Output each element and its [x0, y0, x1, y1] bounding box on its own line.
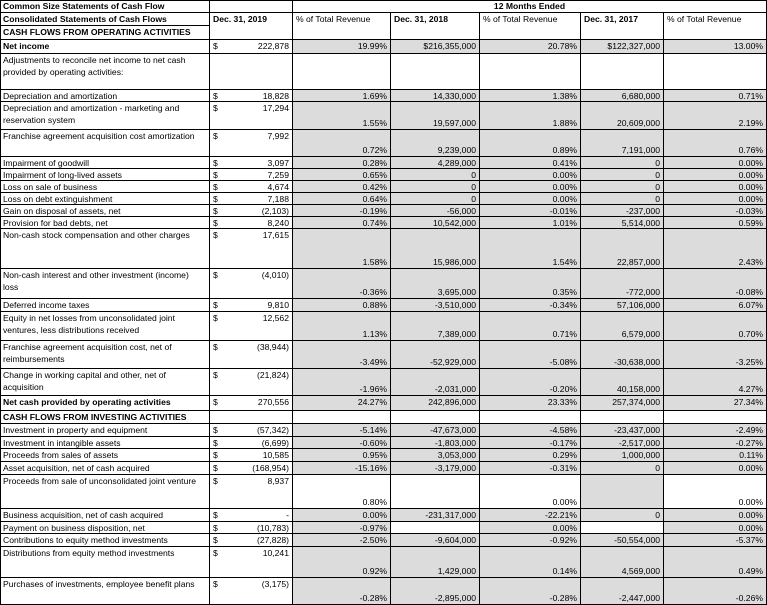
- pct-2018: -0.92%: [480, 534, 581, 547]
- value-2019: (57,342): [256, 425, 289, 435]
- value-2017: 0: [581, 193, 664, 205]
- pct-2019: 0.65%: [293, 169, 391, 181]
- row-label: Change in working capital and other, net of acquisition: [0, 369, 210, 396]
- pct-2017: 0.76%: [664, 130, 767, 157]
- value-2017: 7,191,000: [581, 130, 664, 157]
- value-2019: (168,954): [252, 463, 289, 473]
- pct-2019: 0.42%: [293, 181, 391, 193]
- col-header-pct-2017: % of Total Revenue: [664, 13, 767, 40]
- value-2019-cell: [210, 312, 293, 341]
- pct-2018: 0.00%: [480, 475, 581, 509]
- value-2019: (3,175): [261, 579, 289, 589]
- pct-2018: 23.33%: [480, 396, 581, 411]
- dollar-sign: $: [213, 170, 218, 180]
- value-2019-cell: [210, 547, 293, 578]
- value-2019: 17,294: [262, 103, 289, 113]
- row-label: Business acquisition, net of cash acquired: [0, 509, 210, 522]
- pct-2017: 0.49%: [664, 547, 767, 578]
- value-2018: -47,673,000: [391, 424, 480, 437]
- value-2018: 3,053,000: [391, 449, 480, 462]
- value-2017: 257,374,000: [581, 396, 664, 411]
- value-2018: 0: [391, 181, 480, 193]
- value-2019-cell: [210, 102, 293, 130]
- value-2018: -2,895,000: [391, 578, 480, 605]
- value-2019: 270,556: [257, 397, 289, 407]
- pct-2017: -5.37%: [664, 534, 767, 547]
- pct-2017: 2.19%: [664, 102, 767, 130]
- value-2019: (4,010): [261, 270, 289, 280]
- value-2017: 40,158,000: [581, 369, 664, 396]
- dollar-sign: $: [213, 450, 218, 460]
- row-label: Impairment of long-lived assets: [0, 169, 210, 181]
- dollar-sign: $: [213, 535, 218, 545]
- dollar-sign: $: [213, 438, 218, 448]
- value-2017: -30,638,000: [581, 341, 664, 369]
- value-2018: -52,929,000: [391, 341, 480, 369]
- pct-2017: 0.70%: [664, 312, 767, 341]
- section-operating-header: CASH FLOWS FROM OPERATING ACTIVITIES: [0, 26, 210, 40]
- value-2019-cell: [210, 449, 293, 462]
- value-2019-cell: [210, 181, 293, 193]
- pct-2018: 1.54%: [480, 229, 581, 269]
- pct-2019: -0.36%: [293, 269, 391, 299]
- value-2018: 242,896,000: [391, 396, 480, 411]
- dollar-sign: $: [213, 131, 218, 141]
- row-label: Proceeds from sale of unconsolidated joint venture: [0, 475, 210, 509]
- value-2017: 1,000,000: [581, 449, 664, 462]
- pct-2018: 0.00%: [480, 522, 581, 534]
- value-2019: 3,097: [267, 158, 289, 168]
- value-2018: 0: [391, 169, 480, 181]
- value-2018: 15,986,000: [391, 229, 480, 269]
- dollar-sign: $: [213, 397, 218, 407]
- header-blank: [210, 0, 293, 13]
- title-line-1: Common Size Statements of Cash Flow: [0, 0, 210, 13]
- row-label: Deferred income taxes: [0, 299, 210, 312]
- pct-2019: [293, 411, 391, 424]
- pct-2019: -0.28%: [293, 578, 391, 605]
- row-label: Distributions from equity method investments: [0, 547, 210, 578]
- row-label: Franchise agreement acquisition cost amortization: [0, 130, 210, 157]
- value-2018: [391, 475, 480, 509]
- pct-2017: [664, 54, 767, 90]
- pct-2018: 0.89%: [480, 130, 581, 157]
- value-2019: 7,259: [267, 170, 289, 180]
- value-2019-cell: [210, 217, 293, 229]
- pct-2017: 4.27%: [664, 369, 767, 396]
- period-header: 12 Months Ended: [293, 0, 767, 13]
- pct-2019: 1.69%: [293, 90, 391, 102]
- pct-2018: 20.78%: [480, 40, 581, 54]
- pct-2017: -3.25%: [664, 341, 767, 369]
- value-2017: 0: [581, 157, 664, 169]
- value-2018: 4,289,000: [391, 157, 480, 169]
- row-label: Investment in property and equipment: [0, 424, 210, 437]
- value-2019-cell: [210, 341, 293, 369]
- pct-2019: -2.50%: [293, 534, 391, 547]
- value-2018: -231,317,000: [391, 509, 480, 522]
- pct-2018: -5.08%: [480, 341, 581, 369]
- value-2019: 8,937: [267, 476, 289, 486]
- dollar-sign: $: [213, 206, 218, 216]
- value-2017: -772,000: [581, 269, 664, 299]
- pct-2017: -0.27%: [664, 437, 767, 449]
- row-label: Impairment of goodwill: [0, 157, 210, 169]
- row-label: Loss on sale of business: [0, 181, 210, 193]
- row-label: Franchise agreement acquisition cost, net of reimbursements: [0, 341, 210, 369]
- value-2019-cell: [210, 396, 293, 411]
- pct-2019: 0.74%: [293, 217, 391, 229]
- dollar-sign: $: [213, 300, 218, 310]
- dollar-sign: $: [213, 370, 218, 380]
- value-2019: 222,878: [257, 41, 289, 51]
- value-2019-cell: [210, 157, 293, 169]
- pct-2017: 2.43%: [664, 229, 767, 269]
- pct-2019: 0.72%: [293, 130, 391, 157]
- pct-2017: -0.26%: [664, 578, 767, 605]
- value-2019-cell: [210, 299, 293, 312]
- col-header-pct-2018: % of Total Revenue: [480, 13, 581, 40]
- pct-2019: -1.96%: [293, 369, 391, 396]
- pct-2018: -0.31%: [480, 462, 581, 475]
- pct-2018: 0.71%: [480, 312, 581, 341]
- value-2017: 0: [581, 169, 664, 181]
- pct-2018: -0.28%: [480, 578, 581, 605]
- value-2018: -9,604,000: [391, 534, 480, 547]
- row-label: Depreciation and amortization - marketing and reservation system: [0, 102, 210, 130]
- dollar-sign: $: [213, 579, 218, 589]
- pct-2019: 24.27%: [293, 396, 391, 411]
- value-2017: 4,569,000: [581, 547, 664, 578]
- value-2018: -2,031,000: [391, 369, 480, 396]
- value-2017: 22,857,000: [581, 229, 664, 269]
- value-2018: [391, 411, 480, 424]
- pct-2018: -0.17%: [480, 437, 581, 449]
- value-2018: [391, 54, 480, 90]
- pct-2018: 0.35%: [480, 269, 581, 299]
- row-label: Adjustments to reconcile net income to net cash provided by operating activities:: [0, 54, 210, 90]
- value-2019: (10,783): [256, 523, 289, 533]
- value-2019: 10,241: [262, 548, 289, 558]
- pct-2019: -3.49%: [293, 341, 391, 369]
- pct-2018: 1.01%: [480, 217, 581, 229]
- dollar-sign: $: [213, 194, 218, 204]
- dollar-sign: $: [213, 510, 218, 520]
- pct-2019: [293, 54, 391, 90]
- value-2018: -3,179,000: [391, 462, 480, 475]
- value-2018: -56,000: [391, 205, 480, 217]
- value-2019: 7,188: [267, 194, 289, 204]
- col-header-pct-2019: % of Total Revenue: [293, 13, 391, 40]
- value-2019: (6,699): [261, 438, 289, 448]
- value-2019: (38,944): [256, 342, 289, 352]
- value-2017: [581, 54, 664, 90]
- dollar-sign: $: [213, 41, 218, 51]
- value-2019-cell: [210, 369, 293, 396]
- dollar-sign: $: [213, 476, 218, 486]
- value-2017: 20,609,000: [581, 102, 664, 130]
- value-2019-cell: [210, 534, 293, 547]
- pct-2019: -15.16%: [293, 462, 391, 475]
- row-label: Non-cash stock compensation and other charges: [0, 229, 210, 269]
- pct-2017: 0.00%: [664, 522, 767, 534]
- pct-2017: 0.00%: [664, 193, 767, 205]
- row-label: Loss on debt extinguishment: [0, 193, 210, 205]
- row-label: Payment on business disposition, net: [0, 522, 210, 534]
- pct-2019: 0.92%: [293, 547, 391, 578]
- row-label: Purchases of investments, employee benefit plans: [0, 578, 210, 605]
- value-2018: 9,239,000: [391, 130, 480, 157]
- pct-2017: 0.00%: [664, 181, 767, 193]
- dollar-sign: $: [213, 463, 218, 473]
- value-2018: 7,389,000: [391, 312, 480, 341]
- pct-2019: -0.60%: [293, 437, 391, 449]
- dollar-sign: $: [213, 548, 218, 558]
- pct-2018: 0.00%: [480, 193, 581, 205]
- value-2019: (27,828): [256, 535, 289, 545]
- value-2018: 19,597,000: [391, 102, 480, 130]
- value-2017: 5,514,000: [581, 217, 664, 229]
- pct-2018: 1.38%: [480, 90, 581, 102]
- pct-2019: 0.80%: [293, 475, 391, 509]
- value-2018: 1,429,000: [391, 547, 480, 578]
- value-2019: 10,585: [262, 450, 289, 460]
- value-2018: -1,803,000: [391, 437, 480, 449]
- value-2017: [581, 475, 664, 509]
- value-2019: 12,562: [262, 313, 289, 323]
- pct-2019: -0.97%: [293, 522, 391, 534]
- row-label: Non-cash interest and other investment (income) loss: [0, 269, 210, 299]
- value-2018: -3,510,000: [391, 299, 480, 312]
- value-2017: 57,106,000: [581, 299, 664, 312]
- value-2019-cell: [210, 193, 293, 205]
- row-label: Equity in net losses from unconsolidated joint ventures, less distributions received: [0, 312, 210, 341]
- value-2019-cell: [210, 54, 293, 90]
- value-2019-cell: [210, 475, 293, 509]
- pct-2017: 0.11%: [664, 449, 767, 462]
- pct-2018: 0.29%: [480, 449, 581, 462]
- pct-2017: 13.00%: [664, 40, 767, 54]
- pct-2019: 1.58%: [293, 229, 391, 269]
- value-2017: 0: [581, 462, 664, 475]
- value-2017: -237,000: [581, 205, 664, 217]
- row-label: Net income: [0, 40, 210, 54]
- pct-2019: 0.88%: [293, 299, 391, 312]
- value-2017: $122,327,000: [581, 40, 664, 54]
- value-2019: 18,828: [262, 91, 289, 101]
- pct-2018: 0.41%: [480, 157, 581, 169]
- value-2019-cell: [210, 509, 293, 522]
- dollar-sign: $: [213, 270, 218, 280]
- pct-2019: -0.19%: [293, 205, 391, 217]
- pct-2017: 0.00%: [664, 509, 767, 522]
- row-label: Contributions to equity method investments: [0, 534, 210, 547]
- pct-2019: 0.00%: [293, 509, 391, 522]
- pct-2019: 1.13%: [293, 312, 391, 341]
- pct-2018: -0.34%: [480, 299, 581, 312]
- dollar-sign: $: [213, 523, 218, 533]
- value-2017: -2,517,000: [581, 437, 664, 449]
- row-label: Investment in intangible assets: [0, 437, 210, 449]
- value-2017: [581, 411, 664, 424]
- pct-2017: 0.00%: [664, 475, 767, 509]
- pct-2019: 0.95%: [293, 449, 391, 462]
- pct-2018: 0.00%: [480, 169, 581, 181]
- pct-2017: -0.08%: [664, 269, 767, 299]
- row-label: CASH FLOWS FROM INVESTING ACTIVITIES: [0, 411, 210, 424]
- pct-2018: 0.14%: [480, 547, 581, 578]
- value-2017: -50,554,000: [581, 534, 664, 547]
- pct-2017: 0.71%: [664, 90, 767, 102]
- dollar-sign: $: [213, 91, 218, 101]
- value-2019-cell: [210, 229, 293, 269]
- value-2019: (21,824): [256, 370, 289, 380]
- pct-2018: [480, 54, 581, 90]
- pct-2018: -22.21%: [480, 509, 581, 522]
- pct-2017: 0.00%: [664, 462, 767, 475]
- row-label: Proceeds from sales of assets: [0, 449, 210, 462]
- pct-2019: 19.99%: [293, 40, 391, 54]
- row-label: Gain on disposal of assets, net: [0, 205, 210, 217]
- value-2019-cell: [210, 522, 293, 534]
- value-2017: 0: [581, 181, 664, 193]
- pct-2019: 1.55%: [293, 102, 391, 130]
- pct-2018: 1.88%: [480, 102, 581, 130]
- pct-2019: 0.64%: [293, 193, 391, 205]
- value-2017: -23,437,000: [581, 424, 664, 437]
- value-2018: $216,355,000: [391, 40, 480, 54]
- value-2018: 14,330,000: [391, 90, 480, 102]
- value-2019-cell: [210, 269, 293, 299]
- value-2018: 3,695,000: [391, 269, 480, 299]
- pct-2017: 27.34%: [664, 396, 767, 411]
- pct-2018: -0.01%: [480, 205, 581, 217]
- value-2019-cell: [210, 411, 293, 424]
- col-header-2017: Dec. 31, 2017: [581, 13, 664, 40]
- col-header-2019: Dec. 31, 2019: [210, 13, 293, 40]
- value-2017: 6,680,000: [581, 90, 664, 102]
- value-2019-cell: [210, 424, 293, 437]
- pct-2017: [664, 411, 767, 424]
- dollar-sign: $: [213, 218, 218, 228]
- dollar-sign: $: [213, 158, 218, 168]
- value-2019-cell: [210, 40, 293, 54]
- row-label: Net cash provided by operating activities: [0, 396, 210, 411]
- row-label: Depreciation and amortization: [0, 90, 210, 102]
- value-2019: 4,674: [267, 182, 289, 192]
- pct-2017: -2.49%: [664, 424, 767, 437]
- pct-2018: 0.00%: [480, 181, 581, 193]
- pct-2019: -5.14%: [293, 424, 391, 437]
- value-2019-cell: [210, 205, 293, 217]
- value-2017: -2,447,000: [581, 578, 664, 605]
- value-2019-cell: [210, 578, 293, 605]
- title-line-2: Consolidated Statements of Cash Flows: [0, 13, 210, 26]
- dollar-sign: $: [213, 313, 218, 323]
- value-2017: [581, 522, 664, 534]
- pct-2017: 0.00%: [664, 169, 767, 181]
- dollar-sign: $: [213, 182, 218, 192]
- value-2019-cell: [210, 90, 293, 102]
- dollar-sign: $: [213, 425, 218, 435]
- value-2019: (2,103): [261, 206, 289, 216]
- dollar-sign: $: [213, 342, 218, 352]
- pct-2017: 6.07%: [664, 299, 767, 312]
- value-2017: 0: [581, 509, 664, 522]
- value-2018: 10,542,000: [391, 217, 480, 229]
- value-2017: 6,579,000: [581, 312, 664, 341]
- value-2019-cell: [210, 462, 293, 475]
- value-2018: 0: [391, 193, 480, 205]
- row-label: Asset acquisition, net of cash acquired: [0, 462, 210, 475]
- value-2019: -: [286, 510, 289, 520]
- row-label: Provision for bad debts, net: [0, 217, 210, 229]
- value-2019: 17,615: [262, 230, 289, 240]
- pct-2018: [480, 411, 581, 424]
- dollar-sign: $: [213, 230, 218, 240]
- col-header-2018: Dec. 31, 2018: [391, 13, 480, 40]
- value-2019: 9,810: [267, 300, 289, 310]
- value-2019: 7,992: [267, 131, 289, 141]
- value-2019-cell: [210, 437, 293, 449]
- value-2018: [391, 522, 480, 534]
- value-2019-cell: [210, 130, 293, 157]
- pct-2018: -0.20%: [480, 369, 581, 396]
- value-2019: 8,240: [267, 218, 289, 228]
- dollar-sign: $: [213, 103, 218, 113]
- pct-2019: 0.28%: [293, 157, 391, 169]
- value-2019-cell: [210, 169, 293, 181]
- pct-2017: -0.03%: [664, 205, 767, 217]
- pct-2017: 0.00%: [664, 157, 767, 169]
- pct-2018: -4.58%: [480, 424, 581, 437]
- pct-2017: 0.59%: [664, 217, 767, 229]
